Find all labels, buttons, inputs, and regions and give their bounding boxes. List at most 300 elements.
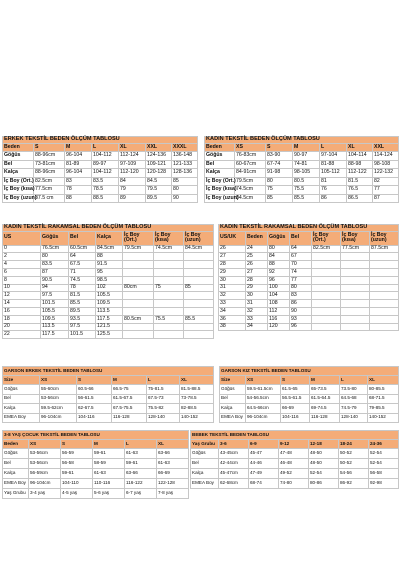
cell: 101.5 [69,331,96,339]
cell: 48-50 [309,459,339,469]
cell: 4 [3,261,41,269]
table-row [219,292,399,300]
cell: 61-63 [157,459,189,469]
cell: 85 [172,177,198,186]
cell [341,300,370,308]
header-cell: XL [157,440,189,449]
cell: 88 [96,253,123,261]
cell: 84.5cm [96,245,123,253]
cell: Yaş Grubu [3,489,29,499]
table-row [3,489,189,499]
cell: 97.5 [69,323,96,331]
cell: EMEA Boy [3,413,40,423]
table-row [205,169,399,178]
table-row [205,152,399,161]
cell: 86.5 [347,194,373,203]
table-row [3,194,198,203]
header-cell: XXL [146,143,172,152]
header-cell: 6-9 [249,440,279,449]
cell: 85.5 [184,315,214,323]
cell: 60-67cm [235,160,266,169]
cell [123,307,154,315]
header-cell: M [310,376,340,385]
header-cell: 3-6 [219,440,249,449]
cell [154,276,184,284]
cell [341,315,370,323]
table-row [3,394,214,404]
header-cell: İç Boy (kısa) [154,231,184,245]
cell: 96-104 [65,169,92,178]
cell: 52-54 [309,469,339,479]
cell [312,276,341,284]
cell: 80.5cm [123,315,154,323]
cell: 96-104 [65,152,92,161]
cell: 84-91cm [235,169,266,178]
header-cell: US/UK [219,231,246,245]
header-cell: 12-18 [309,440,339,449]
cell: 104-112 [92,152,119,161]
cell: 59-61 [125,459,157,469]
cell: 48-50 [309,449,339,459]
cell: 66-69 [281,404,310,414]
cell: 88-96cm [34,152,65,161]
cell: 6-7 yaş [125,489,157,499]
cell: 90-97 [293,152,320,161]
table-title: KADIN TEKSTİL BEDEN ÖLÇÜM TABLOSU [205,137,399,144]
cell: Göğüs [3,449,29,459]
header-cell: 24-36 [369,440,399,449]
table-row [3,449,189,459]
cell: 92-98 [369,479,399,489]
cell: 82.5cm [34,177,65,186]
cell: 113.5 [96,307,123,315]
cell: 74-80 [279,479,309,489]
cell [341,276,370,284]
cell [123,276,154,284]
cell: 61.5-65 [281,385,310,395]
cell: 63-66 [125,469,157,479]
cell [184,331,214,339]
cell: 80.5 [293,177,320,186]
cell: 95 [96,268,123,276]
cell: 61-63 [125,449,157,459]
cell: 36 [219,315,246,323]
cell [370,284,399,292]
cell: 78.5 [92,186,119,195]
table-row [3,331,214,339]
cell: 81.5 [69,292,96,300]
cell: Bel [3,459,29,469]
cell: 74.5 [69,276,96,284]
cell: 121-133 [172,160,198,169]
cell: 92 [268,268,290,276]
cell: 31 [219,284,246,292]
cell: 26 [219,245,246,253]
cell [312,323,341,331]
cell: 91.5 [96,261,123,269]
cell: 82 [373,177,399,186]
cell: 56-61.5 [77,394,112,404]
cell: 70 [290,261,312,269]
cell: 85.5 [293,194,320,203]
cell: 69-74.5 [310,404,340,414]
cell: 63-66 [157,449,189,459]
cell: 77 [373,186,399,195]
table-row [3,169,198,178]
baby-size-table [190,430,399,489]
cell: 58-59 [93,459,125,469]
cell: 32 [246,307,268,315]
cell: 22 [3,331,41,339]
cell: 54-56.5cm [246,394,281,404]
cell [184,292,214,300]
cell [123,253,154,261]
cell: 44-46 [249,459,279,469]
header-cell: Size [3,376,40,385]
cell: 88 [65,194,92,203]
cell: 79 [119,186,146,195]
cell: 100 [268,284,290,292]
cell: 93 [290,315,312,323]
cell: 94 [41,284,69,292]
cell: 30 [219,276,246,284]
table-row [3,245,214,253]
cell [370,253,399,261]
cell: 73-81cm [34,160,65,169]
cell: Göğüs [3,152,34,161]
table-row [3,276,214,284]
cell: Göğüs [191,449,219,459]
cell: 32 [219,292,246,300]
cell: 66.5-75 [112,385,147,395]
cell: 81 [320,177,347,186]
table-row [3,268,214,276]
table-title: GARSON ERKEK TEKSTİL BEDEN TABLOSU [3,367,214,376]
table-title: KADIN TEKSTİL RAKAMSAL BEDEN ÖLÇÜM TABLOSU [219,225,399,232]
cell: İç Boy (uzun) [206,194,239,201]
cell: 105-112 [320,169,347,178]
cell: 85.5 [69,300,96,308]
cell [123,261,154,269]
cell: 97-104 [320,152,347,161]
cell: 62-68cm [219,479,249,489]
table-row [219,307,399,315]
cell: 27 [219,253,246,261]
cell: Göğüs [205,152,235,161]
cell [312,284,341,292]
cell: 18 [3,315,41,323]
header-cell: İç Boy (kısa) [341,231,370,245]
cell: 73.5-80 [340,385,368,395]
cell: 31 [246,300,268,308]
cell [370,315,399,323]
cell: 104-112 [92,169,119,178]
header-cell: XXXL [172,143,198,152]
cell: 82.5cm [312,245,341,253]
table-row [3,469,189,479]
cell: 116-122 [125,479,157,489]
cell: 61.5-64.5 [310,394,340,404]
cell: EMEA Boy [3,479,29,489]
cell: 61.5-67.5 [112,394,147,404]
table-row [219,245,399,253]
header-cell: XS [40,376,77,385]
cell: Kalça [3,404,40,414]
cell: Kalça [3,169,34,178]
cell: 7-8 yaş [157,489,189,499]
cell: 104-116 [281,413,310,423]
cell: 47-48 [279,449,309,459]
cell [341,284,370,292]
cell: 4-5 yaş [61,489,93,499]
cell: 80 [266,177,293,186]
cell: 73-78.5 [180,394,214,404]
header-cell: XXL [373,143,399,152]
cell [341,261,370,269]
cell: 75-81.5 [147,385,180,395]
kids-size-table [2,430,189,499]
cell: 46-48 [279,459,309,469]
cell [184,276,214,284]
table-row [205,194,399,203]
cell: 80cm [123,284,154,292]
cell: Bel [205,160,235,169]
table-row [205,160,399,169]
header-cell: L [125,440,157,449]
table-row [3,253,214,261]
header-cell: İç Boy (uzun) [184,231,214,245]
table-row [3,177,198,186]
cell: 20 [3,323,41,331]
cell: 87.5 cm [34,194,65,203]
table-row [3,152,198,161]
cell: 109.5 [96,300,123,308]
header-cell: Beden [205,143,235,152]
men-size-table [2,136,198,203]
cell: 75.5-82 [147,404,180,414]
cell: 52-54 [369,459,399,469]
table-row [219,323,399,331]
cell: 75.5 [154,315,184,323]
cell: 53-56cm [29,449,61,459]
header-cell: L [340,376,368,385]
cell: 80-86 [309,479,339,489]
cell: 84.5 [146,177,172,186]
cell: 89.5 [146,194,172,203]
cell: 60.5-66 [77,385,112,395]
cell: 113.5 [41,323,69,331]
table-row [3,404,214,414]
cell: 89-97 [92,160,119,169]
header-cell: M [93,440,125,449]
header-cell: S [266,143,293,152]
cell: 105.5 [41,307,69,315]
cell: 76 [320,186,347,195]
cell [123,268,154,276]
cell: 28 [246,276,268,284]
cell: 56-59 [61,449,93,459]
girls-size-table [219,366,399,423]
cell: 83 [65,177,92,186]
header-cell: M [65,143,92,152]
cell: İç Boy (Ort.) [206,177,236,184]
cell: 28 [219,261,246,269]
cell: 54-56 [339,469,369,479]
cell: 85 [266,194,293,203]
cell: 84 [268,253,290,261]
header-cell: XS [246,376,281,385]
cell: 81.5-88.5 [180,385,214,395]
header-cell: Göğüs [41,231,69,245]
cell: 59.5-61.5cm [246,385,281,395]
women-size-table [204,136,399,203]
cell [123,331,154,339]
cell: 3-4 yaş [29,489,61,499]
table-row [3,186,198,195]
cell: 68-71.5 [368,394,399,404]
table-row [219,261,399,269]
cell [154,292,184,300]
cell: 64.5-68 [340,394,368,404]
table-title: ERKEK TEKSTİL BEDEN ÖLÇÜM TABLOSU [3,137,198,144]
cell: 82-88.5 [180,404,214,414]
cell: EMEA Boy [220,413,246,423]
cell [184,323,214,331]
header-cell: Beden [246,231,268,245]
women-numeric-us-table [2,224,214,339]
header-cell: XL [368,376,399,385]
table-row [3,479,189,489]
cell [154,253,184,261]
cell: Bel [3,394,40,404]
cell: 45-47 [249,449,279,459]
cell: 59-61 [61,469,93,479]
cell: 56-58 [369,469,399,479]
cell: 59-61 [93,449,125,459]
table-row [219,276,399,284]
cell: 112-122 [347,169,373,178]
cell: 6 [3,268,41,276]
table-row [220,394,399,404]
table-row [3,261,214,269]
cell: 76.5cm [41,245,69,253]
cell: 5-6 yaş [93,489,125,499]
cell: 112 [268,307,290,315]
table-row [191,449,399,459]
cell: 98-105 [293,169,320,178]
cell: 96 [268,276,290,284]
table-row [3,413,214,423]
cell: 125.5 [96,331,123,339]
cell [123,292,154,300]
cell: 90 [290,307,312,315]
header-cell: Beden [3,440,29,449]
cell [154,268,184,276]
table-row [191,469,399,479]
cell: 128-140 [340,413,368,423]
cell: 116-128 [112,413,147,423]
cell: 56.5-61.5 [281,394,310,404]
table-row [3,292,214,300]
cell: 83.5 [41,261,69,269]
cell: Göğüs [220,385,246,395]
cell: 90 [172,194,198,203]
table-row [220,385,399,395]
cell: 101.5 [41,300,69,308]
cell: 74 [290,268,312,276]
cell: 66-69 [157,469,189,479]
cell: 75 [266,186,293,195]
cell: 84 [119,177,146,186]
cell: 86 [290,300,312,308]
cell: 114-124 [373,152,399,161]
cell: 109-121 [146,160,172,169]
cell [184,300,214,308]
cell: Bel [220,394,246,404]
cell: 55-60cm [40,385,77,395]
cell: 96-104cm [40,413,77,423]
cell: 8 [3,276,41,284]
cell: 77.5cm [341,245,370,253]
cell: 43-45cm [219,449,249,459]
table-row [3,300,214,308]
cell: 88-98 [347,160,373,169]
cell [370,292,399,300]
table-title: GARSON KIZ TEKSTİL BEDEN TABLOSU [220,367,399,376]
cell: 117.5 [96,315,123,323]
cell: 80 [41,253,69,261]
table-row [191,459,399,469]
cell: 121.5 [96,323,123,331]
cell: 26 [246,261,268,269]
table-row [219,284,399,292]
cell: 53-56cm [40,394,77,404]
cell: 67.5-73 [147,394,180,404]
cell: 52-54 [369,449,399,459]
cell: 65-73.5 [310,385,340,395]
cell: 93.5 [69,315,96,323]
cell: 80 [172,186,198,195]
cell: 79.5 [146,186,172,195]
cell: 87 [373,194,399,203]
table-row [219,253,399,261]
cell: 97.5 [41,292,69,300]
cell: 112-120 [119,169,146,178]
cell: 104-110 [61,479,93,489]
cell: 81-89 [65,160,92,169]
cell: 98.5 [96,276,123,284]
cell: 27 [246,268,268,276]
cell: 75.5 [293,186,320,195]
header-cell: XL [347,143,373,152]
cell [154,331,184,339]
cell: 78 [65,186,92,195]
cell [370,323,399,331]
cell: 12 [3,292,41,300]
cell [370,276,399,284]
header-cell: Bel [290,231,312,245]
header-cell: Bel [69,231,96,245]
cell: 77 [290,276,312,284]
cell [184,261,214,269]
header-cell: S [61,440,93,449]
cell: Kalça [191,469,219,479]
cell: 112-124 [119,152,146,161]
cell: 85 [184,284,214,292]
table-row [3,315,214,323]
cell: 24 [246,245,268,253]
header-cell: İç Boy (Ort.) [123,231,154,245]
